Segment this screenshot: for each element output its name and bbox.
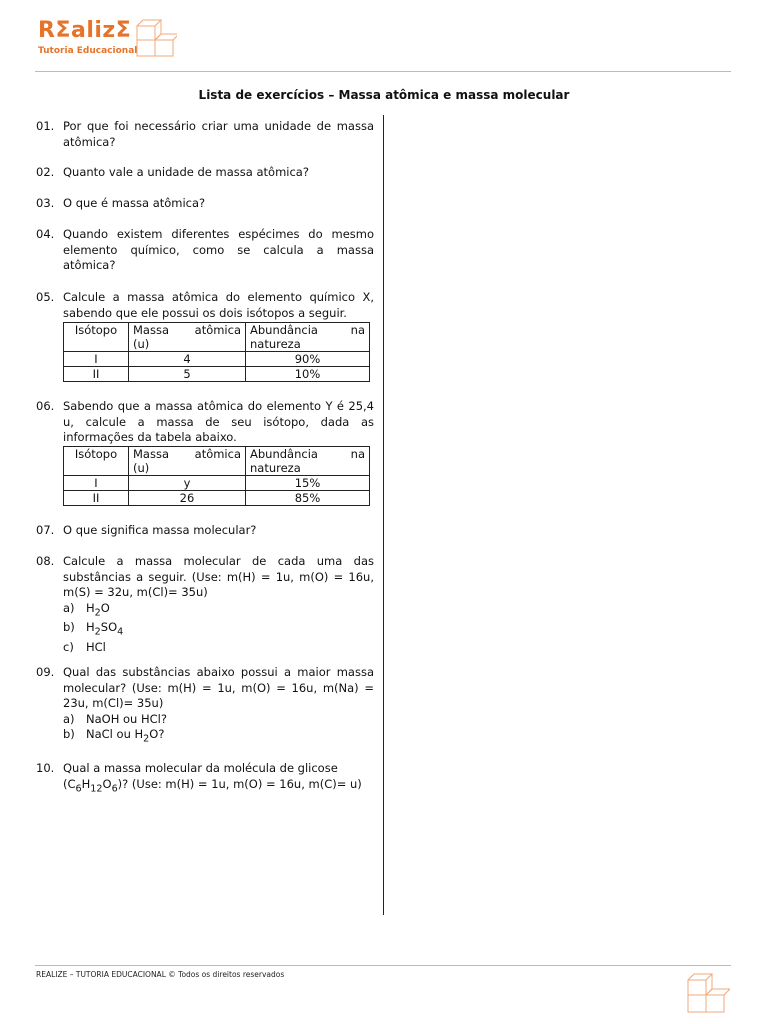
question-07 [36,523,374,539]
table-row [64,367,370,382]
brand-logo [38,20,137,56]
column-divider [383,115,384,915]
header-abundance: Abundância na natureza [246,447,370,476]
cell-mass: 5 [129,367,246,382]
footer-rule [35,965,731,966]
isotope-table-y [63,446,370,506]
question-text: O que é massa atômica? [63,196,206,210]
footer-text: REALIZE – TUTORIA EDUCACIONAL © Todos os direitos reservados [36,970,285,979]
cell-isotope: II [64,367,129,382]
question-text: Por que foi necessário criar uma unidade de massa atômica? [63,119,374,149]
table-row [64,352,370,367]
question-text: Calcule a massa atômica do elemento químico X, sabendo que ele possui os dois isótopos a seguir. [63,290,374,320]
cell-isotope: I [64,352,129,367]
question-09 [36,665,374,747]
cell-isotope: II [64,491,129,506]
question-10 [36,761,374,796]
question-08 [36,554,374,656]
header-abundance: Abundância na natureza [246,323,370,352]
cell-abundance: 85% [246,491,370,506]
list-item: a) $H_2O$ [63,600,110,618]
question-05 [36,290,374,321]
list-item: b) NaCl ou $H_2O$? [63,727,165,745]
question-04 [36,227,374,274]
cell-mass: y [129,476,246,491]
cell-abundance: 90% [246,352,370,367]
question-number: 03. [36,196,55,210]
question-text: Qual a massa molecular da molécula de glicose $(C_6H_{12}O_6)$? (Use: m(H) = 1u, m(O) = 16u, m(C)= u) [63,761,362,794]
logo-word: RΣalizΣ [38,18,132,43]
question-number: 02. [36,165,55,179]
list-item: a) NaOH ou HCl? [63,711,167,726]
question-text: Quando existem diferentes espécimes do mesmo elemento químico, como se calcula a massa atômica? [63,227,374,272]
cubes-logo-icon [135,18,177,58]
question-text: O que significa massa molecular? [63,523,257,537]
cell-mass: 26 [129,491,246,506]
question-number: 07. [36,523,55,537]
question-number: 09. [36,665,55,679]
question-number: 06. [36,399,55,413]
question-03 [36,196,374,212]
question-number: 01. [36,119,55,133]
table-row [64,476,370,491]
header-rule [35,71,731,72]
table-header-row [64,323,370,352]
header-mass: Massa atômica (u) [129,323,246,352]
list-item: c) HCl [63,640,106,655]
question-06 [36,399,374,446]
question-number: 05. [36,290,55,304]
question-01 [36,119,374,150]
question-text: Quanto vale a unidade de massa atômica? [63,165,309,179]
question-text: Qual das substâncias abaixo possui a maior massa molecular? (Use: m(H) = 1u, m(O) = 16u, m(Na) = 23u, m(Cl)= 35u) [63,665,374,710]
cell-mass: 4 [129,352,246,367]
question-number: 04. [36,227,55,241]
header-isotope: Isótopo [64,323,129,352]
question-text: Calcule a massa molecular de cada uma das substâncias a seguir. (Use: m(H) = 1u, m(O) = 16u, m(S) = 32u, m(Cl)= 35u) [63,554,374,599]
cell-abundance: 15% [246,476,370,491]
table-row [64,491,370,506]
header-mass: Massa atômica (u) [129,447,246,476]
list-item: b) $H_2SO_4$ [63,620,124,638]
page-title: Lista de exercícios – Massa atômica e massa molecular [198,88,570,102]
table-header-row [64,447,370,476]
question-number: 10. [36,761,55,775]
isotope-table-x [63,322,370,382]
cell-isotope: I [64,476,129,491]
question-number: 08. [36,554,55,568]
question-text: Sabendo que a massa atômica do elemento Y é 25,4 u, calcule a massa de seu isótopo, dada as informações da tabela abaixo. [63,399,374,444]
logo-subtitle: Tutoria Educacional [38,46,138,56]
cell-abundance: 10% [246,367,370,382]
question-02 [36,165,374,181]
cubes-footer-icon [686,972,730,1014]
header-isotope: Isótopo [64,447,129,476]
